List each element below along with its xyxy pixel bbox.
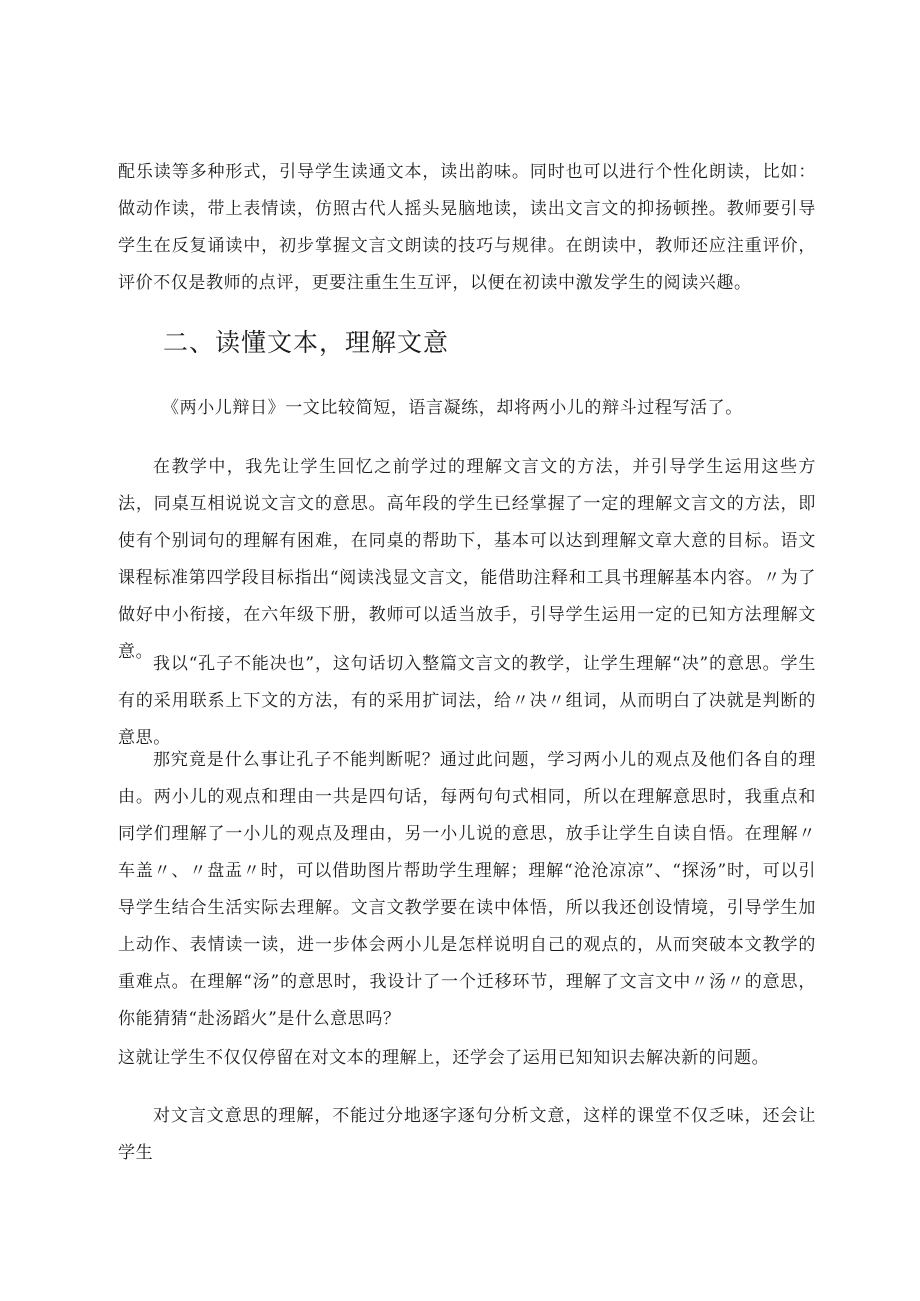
paragraph-teaching-method: 在教学中，我先让学生回忆之前学过的理解文言文的方法，并引导学生运用这些方法，同桌互相说说文言文的意思。高年段的学生已经掌握了一定的理解文言文的方法，即使有个别词句的理解有困难，在同桌的帮助下，基本可以达到理解文章大意的目标。语文课程标准第四学段目标指出“阅读浅显文言文，能借助注释和工具书理解基本内容。〃为了做好中小衔接，在六年级下册，教师可以适当放手，引导学生运用一定的已知方法理解文意。 bbox=[118, 457, 816, 662]
paragraph-transfer: 这就让学生不仅仅停留在对文本的理解上，还学会了运用已知知识去解决新的问题。 bbox=[118, 1048, 770, 1068]
paragraph-intro: 《两小儿辩日》一文比较简短，语言凝练，却将两小儿的辩斗过程写活了。 bbox=[162, 398, 743, 418]
paragraph-viewpoints: 那究竟是什么事让孔子不能判断呢？通过此问题，学习两小儿的观点及他们各自的理由。两小儿的观点和理由一共是四句话，每两句句式相同，所以在理解意思时，我重点和同学们理解了一小儿的观点及理由，另一小儿说的意思，放手让学生自读自悟。在理解〃车盖〃、〃盘盂〃时，可以借助图片帮助学生理解；理解“沧沧凉凉”、“探汤”时，可以引导学生结合生活实际去理解。文言文教学要在读中体悟，所以我还创设情境，引导学生加上动作、表情读一读，进一步体会两小儿是怎样说明自己的观点的，从而突破本文教学的重难点。在理解“汤”的意思时，我设计了一个迁移环节，理解了文言文中〃汤〃的意思，你能猜猜“赴汤蹈火”是什么意思吗？ bbox=[118, 750, 816, 1029]
paragraph-conclusion-start: 对文言文意思的理解，不能过分地逐字逐句分析文意，这样的课堂不仅乏味，还会让学生 bbox=[118, 1106, 816, 1163]
section-heading: 二、读懂文本，理解文意 bbox=[163, 328, 450, 357]
paragraph-reading-forms: 配乐读等多种形式，引导学生读通文本，读出韵味。同时也可以进行个性化朗读，比如：做动作读，带上表情读，仿照古代人摇头晃脑地读，读出文言文的抑扬顿挫。教师要引导学生在反复诵读中，初步掌握文言文朗读的技巧与规律。在朗读中，教师还应注重评价，评价不仅是教师的点评，更要注重生生互评，以便在初读中激发学生的阅读兴趣。 bbox=[118, 162, 816, 293]
paragraph-key-sentence: 我以“孔子不能决也”，这句话切入整篇文言文的教学，让学生理解“决”的意思。学生有的采用联系上下文的方法，有的采用扩词法，给〃决〃组词，从而明白了决就是判断的意思。 bbox=[118, 654, 816, 748]
